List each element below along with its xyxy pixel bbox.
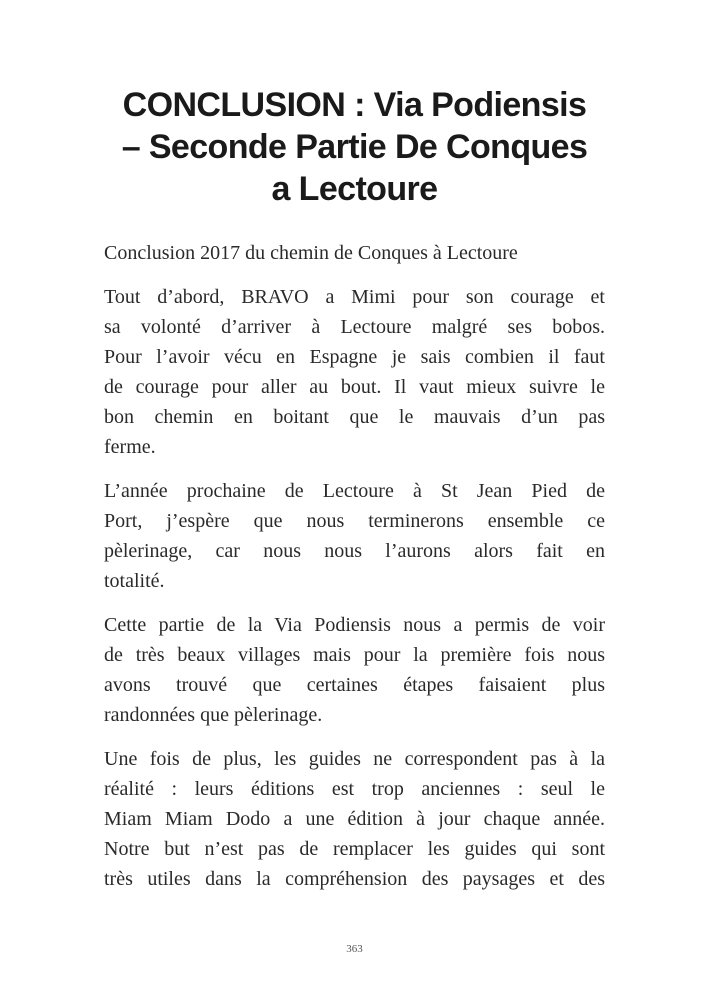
page-number: 363 bbox=[346, 943, 363, 955]
text-line: Une fois de plus, les guides ne correspondent pas à la bbox=[104, 748, 605, 770]
title-line: – Seconde Partie De Conques bbox=[121, 128, 588, 166]
title-line: a Lectoure bbox=[271, 170, 438, 208]
paragraph-villages bbox=[104, 610, 605, 730]
text-line: Pour l’avoir vécu en Espagne je sais combien il faut bbox=[104, 346, 605, 368]
text-line: ferme. bbox=[104, 436, 156, 458]
text-line: Conclusion 2017 du chemin de Conques à Lectoure bbox=[104, 242, 518, 264]
paragraph-guides bbox=[104, 744, 605, 894]
text-line: Tout d’abord, BRAVO a Mimi pour son courage et bbox=[104, 286, 605, 308]
page-title bbox=[95, 84, 614, 210]
text-line: Port, j’espère que nous terminerons ensemble ce bbox=[104, 510, 605, 532]
text-line: sa volonté d’arriver à Lectoure malgré ses bobos. bbox=[104, 316, 605, 338]
text-line: de très beaux villages mais pour la première fois nous bbox=[104, 644, 605, 666]
paragraph-bravo bbox=[104, 282, 605, 462]
text-line: pèlerinage, car nous nous l’aurons alors fait en bbox=[104, 540, 605, 562]
text-line: L’année prochaine de Lectoure à St Jean Pied de bbox=[104, 480, 605, 502]
paragraph-next-year bbox=[104, 476, 605, 596]
text-line: Cette partie de la Via Podiensis nous a permis de voir bbox=[104, 614, 605, 636]
text-line: très utiles dans la compréhension des paysages et des bbox=[104, 868, 605, 890]
text-line: avons trouvé que certaines étapes faisaient plus bbox=[104, 674, 605, 696]
text-line: Notre but n’est pas de remplacer les guides qui sont bbox=[104, 838, 605, 860]
paragraph-intro bbox=[104, 238, 605, 268]
title-line: CONCLUSION : Via Podiensis bbox=[122, 86, 587, 124]
text-line: Miam Miam Dodo a une édition à jour chaque année. bbox=[104, 808, 605, 830]
text-line: réalité : leurs éditions est trop anciennes : seul le bbox=[104, 778, 605, 800]
text-line: randonnées que pèlerinage. bbox=[104, 704, 323, 726]
text-line: de courage pour aller au bout. Il vaut mieux suivre le bbox=[104, 376, 605, 398]
text-line: bon chemin en boitant que le mauvais d’un pas bbox=[104, 406, 605, 428]
text-line: totalité. bbox=[104, 570, 165, 592]
body-text bbox=[104, 238, 605, 908]
